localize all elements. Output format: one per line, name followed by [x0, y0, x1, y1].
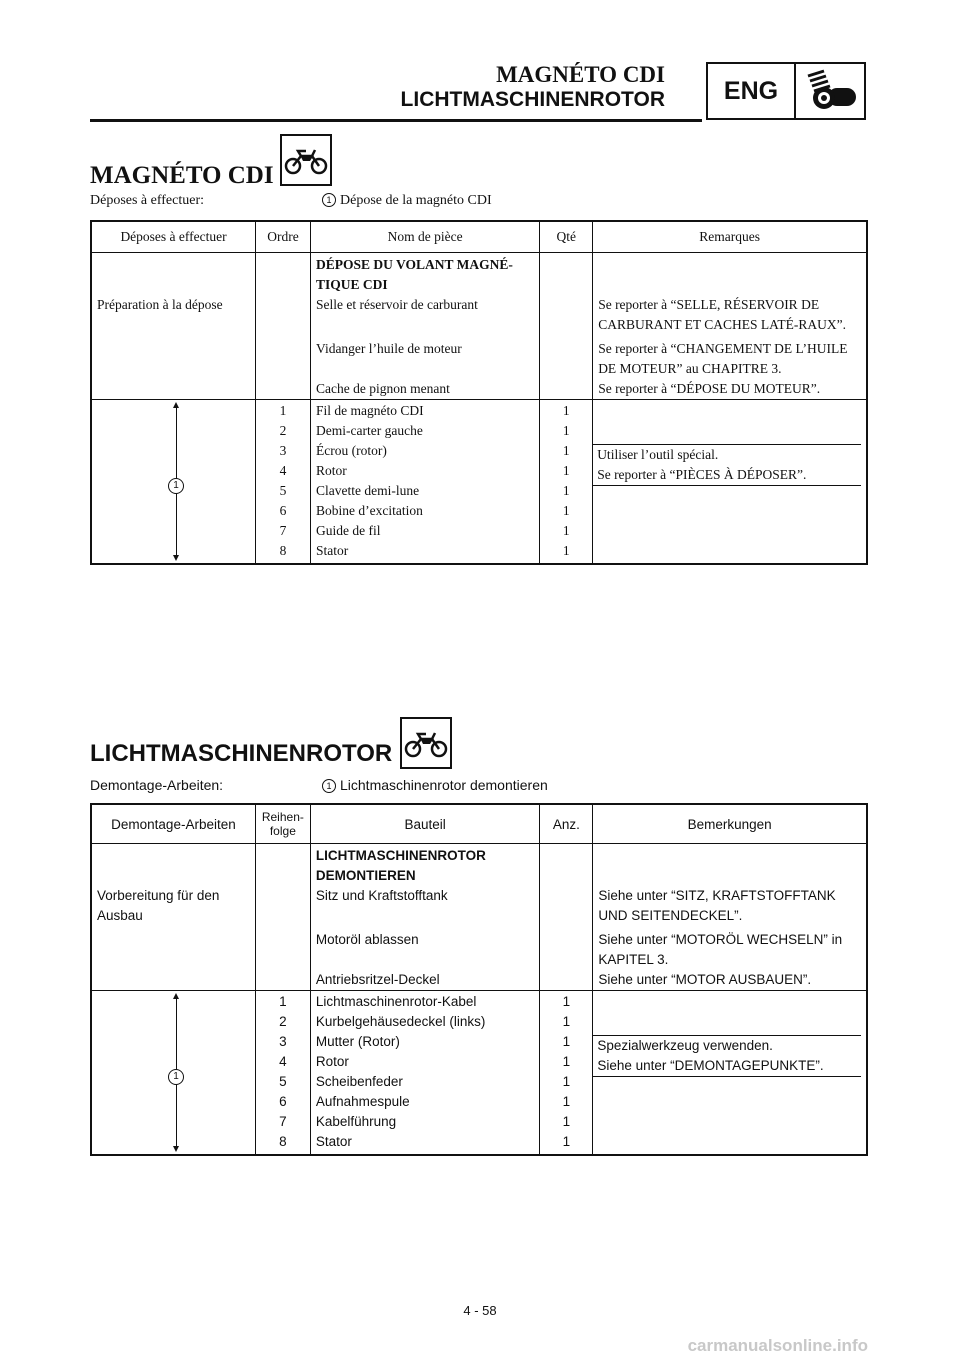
step-qty: 1 — [540, 1112, 593, 1132]
step-qty: 1 — [540, 400, 593, 422]
step-order: 3 — [256, 441, 311, 461]
step-qty: 1 — [540, 1132, 593, 1155]
step-qty: 1 — [540, 421, 593, 441]
step-order: 5 — [255, 1072, 310, 1092]
step-marker-icon: 1 — [168, 478, 184, 494]
subtitle-step-de — [322, 777, 548, 793]
subtitle-label-de: Demontage-Arbeiten: — [90, 777, 224, 793]
step-part: Kabelführung — [310, 1112, 540, 1132]
table-row — [91, 253, 867, 296]
prep-remark: Siehe unter “SITZ, KRAFTSTOFFTANK UND SEITENDECKEL”. — [593, 886, 867, 930]
prep-title: DÉPOSE DU VOLANT MAGNÉ-TIQUE CDI — [311, 253, 540, 296]
col-header: Déposes à effectuer — [91, 221, 256, 253]
step-part: Clavette demi-lune — [311, 481, 540, 501]
prep-label: Vorbereitung für den Ausbau — [91, 886, 255, 930]
step-order: 1 — [255, 991, 310, 1013]
step-order: 4 — [255, 1052, 310, 1072]
step-part: Demi-carter gauche — [311, 421, 540, 441]
step-remark-line: Se reporter à “PIÈCES À DÉPOSER”. — [597, 467, 807, 482]
prep-part: Vidanger l’huile de moteur — [311, 339, 540, 379]
step-qty: 1 — [540, 1012, 593, 1032]
step-order: 2 — [256, 421, 311, 441]
prep-part: Selle et réservoir de carburant — [311, 295, 540, 339]
step-part: Fil de magnéto CDI — [311, 400, 540, 422]
step-marker-icon: 1 — [168, 1069, 184, 1085]
step-order: 6 — [256, 501, 311, 521]
step-order: 8 — [256, 541, 311, 564]
step-range — [91, 400, 256, 565]
step-order: 7 — [256, 521, 311, 541]
subtitle-label-fr: Déposes à effectuer: — [90, 193, 205, 208]
table-row — [91, 970, 867, 991]
bike-icon-fr — [280, 134, 332, 186]
subtitle-step-fr — [322, 193, 492, 209]
step-part: Écrou (rotor) — [311, 441, 540, 461]
section-title-fr: MAGNÉTO CDI — [90, 162, 274, 189]
step-part: Guide de fil — [311, 521, 540, 541]
col-header: Nom de pièce — [311, 221, 540, 253]
step-qty: 1 — [540, 521, 593, 541]
prep-remark: Siehe unter “MOTOR AUSBAUEN”. — [593, 970, 867, 991]
step-remark-line: Spezialwerkzeug verwenden. — [597, 1038, 773, 1053]
prep-remark: Se reporter à “SELLE, RÉSERVOIR DE CARBURANT ET CACHES LATÉ-RAUX”. — [593, 295, 867, 339]
table-row — [91, 379, 867, 400]
col-header: Reihen-folge — [255, 804, 310, 844]
table-header-row — [91, 221, 867, 253]
step-part: Aufnahmespule — [310, 1092, 540, 1112]
step-range — [91, 991, 255, 1156]
step-qty: 1 — [540, 1052, 593, 1072]
step-order: 4 — [256, 461, 311, 481]
table-row — [91, 886, 867, 930]
step-part: Scheibenfeder — [310, 1072, 540, 1092]
step-marker-icon: 1 — [322, 193, 336, 207]
step-part: Rotor — [310, 1052, 540, 1072]
prep-part: Motoröl ablassen — [310, 930, 540, 970]
step-part: Stator — [311, 541, 540, 564]
page-number: 4 - 58 — [463, 1303, 497, 1318]
step-qty: 1 — [540, 501, 593, 521]
table-row — [91, 930, 867, 970]
step-remark — [593, 400, 867, 565]
step-order: 3 — [255, 1032, 310, 1052]
step-part: Rotor — [311, 461, 540, 481]
step-order: 5 — [256, 481, 311, 501]
step-qty: 1 — [540, 1032, 593, 1052]
watermark: carmanualsonline.info — [687, 1336, 868, 1355]
prep-label: Préparation à la dépose — [91, 295, 256, 339]
col-header: Anz. — [540, 804, 593, 844]
table-row — [91, 991, 867, 1013]
step-part: Kurbelgehäusedeckel (links) — [310, 1012, 540, 1032]
step-qty: 1 — [540, 991, 593, 1013]
step-order: 8 — [255, 1132, 310, 1155]
prep-remark: Siehe unter “MOTORÖL WECHSELN” in KAPITEL 3. — [593, 930, 867, 970]
col-header: Qté — [540, 221, 593, 253]
step-qty: 1 — [540, 1072, 593, 1092]
prep-title: LICHTMASCHINENROTOR DEMONTIEREN — [310, 844, 540, 887]
step-qty: 1 — [540, 481, 593, 501]
removal-table-de — [90, 803, 868, 1156]
header-rule — [90, 119, 702, 122]
eng-badge: ENG — [708, 64, 796, 118]
step-order: 6 — [255, 1092, 310, 1112]
step-remark-line: Utiliser l’outil spécial. — [597, 447, 719, 462]
table-row — [91, 295, 867, 339]
step-order: 2 — [255, 1012, 310, 1032]
engine-icon — [796, 64, 864, 118]
prep-remark: Se reporter à “CHANGEMENT DE L’HUILE DE MOTEUR” au CHAPITRE 3. — [593, 339, 867, 379]
col-header: Bemerkungen — [593, 804, 867, 844]
prep-part: Cache de pignon menant — [311, 379, 540, 400]
table-row — [91, 339, 867, 379]
step-remark — [593, 991, 867, 1156]
col-header: Demontage-Arbeiten — [91, 804, 255, 844]
step-part: Lichtmaschinenrotor-Kabel — [310, 991, 540, 1013]
col-header: Ordre — [256, 221, 311, 253]
step-part: Bobine d’excitation — [311, 501, 540, 521]
col-header: Bauteil — [310, 804, 540, 844]
step-part: Stator — [310, 1132, 540, 1155]
step-order: 7 — [255, 1112, 310, 1132]
header-title-de: LICHTMASCHINENROTOR — [400, 88, 665, 111]
step-marker-icon: 1 — [322, 779, 336, 793]
step-qty: 1 — [540, 441, 593, 461]
section-badge — [706, 62, 866, 120]
subtitle-text-fr: Dépose de la magnéto CDI — [340, 193, 492, 208]
step-qty: 1 — [540, 461, 593, 481]
step-qty: 1 — [540, 1092, 593, 1112]
header-title-fr: MAGNÉTO CDI — [496, 62, 665, 87]
bike-icon-de — [400, 717, 452, 769]
section-title-de: LICHTMASCHINENROTOR — [90, 740, 393, 767]
prep-part: Antriebsritzel-Deckel — [310, 970, 540, 991]
table-row — [91, 400, 867, 422]
col-header: Remarques — [593, 221, 867, 253]
table-header-row — [91, 804, 867, 844]
removal-table-fr — [90, 220, 868, 565]
table-row — [91, 844, 867, 887]
subtitle-text-de: Lichtmaschinenrotor demontieren — [340, 777, 548, 793]
prep-part: Sitz und Kraftstofftank — [310, 886, 540, 930]
step-part: Mutter (Rotor) — [310, 1032, 540, 1052]
prep-remark: Se reporter à “DÉPOSE DU MOTEUR”. — [593, 379, 867, 400]
step-order: 1 — [256, 400, 311, 422]
step-remark-line: Siehe unter “DEMONTAGEPUNKTE”. — [597, 1058, 824, 1073]
step-qty: 1 — [540, 541, 593, 564]
